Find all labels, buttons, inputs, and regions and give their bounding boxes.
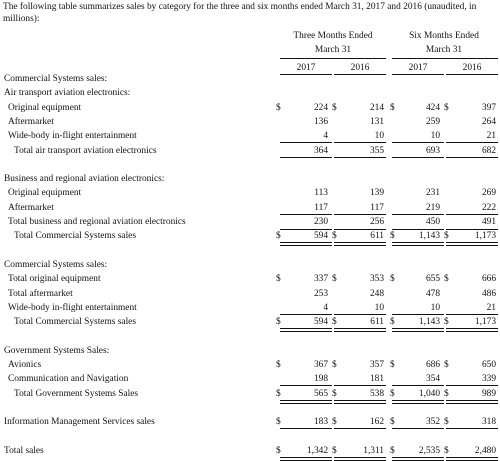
table-cell: 162 (369, 417, 384, 428)
table-cell: 655 (425, 274, 440, 285)
table-cell: 21 (486, 302, 496, 313)
table-cell: 666 (481, 274, 496, 285)
table-cell: 367 (313, 360, 328, 370)
dollar-sign: $ (444, 231, 449, 242)
table-cell: 594 (313, 317, 328, 328)
table-cell: 219 (425, 202, 440, 213)
dollar-sign: $ (390, 231, 395, 242)
table-cell: 357 (369, 360, 384, 370)
header-year-1: 2017 (296, 63, 316, 73)
double-underline (392, 457, 444, 461)
dollar-sign: $ (276, 102, 281, 113)
table-cell: 113 (314, 188, 328, 199)
table-row (0, 215, 500, 229)
table-cell: 594 (313, 231, 328, 242)
table-cell: 1,040 (418, 388, 440, 399)
row-label: Information Management Services sales (4, 417, 155, 428)
dollar-sign: $ (444, 274, 449, 285)
table-cell: 318 (481, 417, 496, 428)
table-cell: 214 (369, 102, 384, 113)
header-rule-three (280, 58, 386, 59)
table-row (0, 287, 500, 301)
single-underline (392, 229, 444, 230)
dollar-sign: $ (332, 445, 337, 456)
single-underline (334, 229, 386, 230)
table-cell: 1,173 (474, 231, 496, 242)
table-cell: 248 (369, 288, 384, 299)
table-cell: 259 (425, 116, 440, 127)
header-march-31-six: March 31 (425, 45, 463, 55)
table-cell: 139 (369, 188, 384, 199)
table-cell: 650 (481, 360, 496, 370)
table-cell: 1,173 (474, 317, 496, 328)
row-label: Wide-body in-flight entertainment (8, 302, 137, 313)
table-row (0, 301, 500, 315)
table-cell: 693 (425, 145, 440, 156)
table-cell: 2,535 (418, 445, 440, 456)
table-row (0, 86, 500, 100)
row-label: Total original equipment (8, 274, 101, 285)
table-cell: 352 (425, 417, 440, 428)
row-label: Total Commercial Systems sales (14, 231, 136, 242)
table-cell: 181 (369, 374, 384, 385)
table-cell: 538 (369, 388, 384, 399)
table-cell: 491 (481, 217, 496, 227)
table-spacer-row (0, 329, 500, 343)
dollar-sign: $ (390, 102, 395, 113)
table-spacer-row (0, 430, 500, 444)
header-year-2: 2016 (350, 63, 370, 73)
double-underline (446, 457, 498, 461)
row-label: Aftermarket (8, 116, 54, 127)
row-label: Commercial Systems sales: (4, 74, 108, 84)
table-cell: 686 (425, 360, 440, 370)
dollar-sign: $ (276, 388, 281, 399)
row-label: Aftermarket (8, 202, 54, 213)
dollar-sign: $ (390, 445, 395, 456)
table-cell: 183 (313, 417, 328, 428)
table-row (0, 101, 500, 115)
dollar-sign: $ (276, 360, 281, 370)
dollar-sign: $ (276, 317, 281, 328)
table-row (0, 172, 500, 186)
table-row (0, 201, 500, 215)
row-label: Total Commercial Systems sales (14, 317, 136, 328)
row-label: Commercial Systems sales: (4, 259, 108, 270)
table-cell: 21 (486, 131, 496, 142)
table-row (0, 372, 500, 386)
table-cell: 1,143 (418, 231, 440, 242)
row-label: Avionics (8, 360, 42, 370)
table-cell: 478 (425, 288, 440, 299)
dollar-sign: $ (332, 317, 337, 328)
row-label: Original equipment (8, 102, 82, 113)
table-cell: 10 (374, 302, 384, 313)
row-label: Business and regional aviation electronics: (4, 174, 165, 185)
table-row (0, 129, 500, 143)
table-cell: 269 (481, 188, 496, 199)
row-label: Wide-body in-flight entertainment (8, 131, 137, 142)
table-spacer-row (0, 401, 500, 415)
table-cell: 565 (313, 388, 328, 399)
dollar-sign: $ (332, 417, 337, 428)
row-label: Total Government Systems Sales (14, 388, 139, 399)
table-cell: 486 (481, 288, 496, 299)
dollar-sign: $ (332, 274, 337, 285)
table-cell: 1,311 (363, 445, 384, 456)
table-row (0, 415, 500, 429)
table-cell: 1,342 (306, 445, 328, 456)
table-row (0, 229, 500, 243)
dollar-sign: $ (444, 417, 449, 428)
table-cell: 117 (370, 202, 384, 213)
table-row (0, 344, 500, 358)
table-cell: 10 (374, 131, 384, 142)
table-row (0, 272, 500, 286)
table-cell: 231 (425, 188, 440, 199)
table-cell: 264 (481, 116, 496, 127)
table-row (0, 387, 500, 401)
row-label: Total business and regional aviation electronics (8, 217, 186, 227)
table-row (0, 444, 500, 458)
table-cell: 355 (369, 145, 384, 156)
dollar-sign: $ (276, 274, 281, 285)
table-row (0, 144, 500, 158)
dollar-sign: $ (390, 417, 395, 428)
single-underline (280, 229, 332, 230)
dollar-sign: $ (444, 445, 449, 456)
table-cell: 611 (370, 317, 384, 328)
dollar-sign: $ (390, 360, 395, 370)
table-row (0, 186, 500, 200)
dollar-sign: $ (332, 102, 337, 113)
table-cell: 1,143 (418, 317, 440, 328)
table-cell: 364 (313, 145, 328, 156)
row-label: Total sales (4, 445, 44, 456)
header-year-4: 2016 (462, 63, 482, 73)
table-cell: 337 (313, 274, 328, 285)
dollar-sign: $ (332, 231, 337, 242)
table-cell: 230 (313, 217, 328, 227)
dollar-sign: $ (444, 360, 449, 370)
double-underline (334, 457, 386, 461)
table-cell: 198 (313, 374, 328, 385)
single-underline (446, 229, 498, 230)
row-label: Air transport aviation electronics: (4, 88, 131, 99)
row-label: Total air transport aviation electronics (14, 145, 157, 156)
table-cell: 2,480 (474, 445, 496, 456)
table-row (0, 115, 500, 129)
table-cell: 339 (481, 374, 496, 385)
dollar-sign: $ (390, 388, 395, 399)
header-rule-six (392, 58, 498, 59)
table-cell: 10 (430, 302, 440, 313)
dollar-sign: $ (444, 102, 449, 113)
table-cell: 253 (313, 288, 328, 299)
table-cell: 4 (323, 131, 328, 142)
table-spacer-row (0, 244, 500, 258)
dollar-sign: $ (444, 317, 449, 328)
table-spacer-row (0, 158, 500, 172)
table-cell: 450 (425, 217, 440, 227)
table-cell: 117 (314, 202, 328, 213)
header-three-months: Three Months Ended (293, 31, 373, 41)
row-label: Original equipment (8, 188, 82, 199)
table-row (0, 72, 500, 86)
dollar-sign: $ (390, 274, 395, 285)
dollar-sign: $ (332, 360, 337, 370)
table-cell: 682 (481, 145, 496, 156)
table-cell: 136 (313, 116, 328, 127)
dollar-sign: $ (390, 317, 395, 328)
table-cell: 353 (369, 274, 384, 285)
row-label: Government Systems Sales: (4, 345, 110, 356)
table-cell: 989 (481, 388, 496, 399)
dollar-sign: $ (276, 231, 281, 242)
header-year-3: 2017 (408, 63, 428, 73)
row-label: Total aftermarket (8, 288, 73, 299)
table-row (0, 258, 500, 272)
header-six-months: Six Months Ended (409, 31, 479, 41)
table-cell: 397 (481, 102, 496, 113)
dollar-sign: $ (332, 388, 337, 399)
table-cell: 10 (430, 131, 440, 142)
table-cell: 611 (370, 231, 384, 242)
table-cell: 354 (425, 374, 440, 385)
table-row (0, 358, 500, 372)
table-cell: 256 (369, 217, 384, 227)
table-cell: 131 (369, 116, 384, 127)
dollar-sign: $ (444, 388, 449, 399)
row-label: Communication and Navigation (8, 374, 129, 385)
table-cell: 222 (481, 202, 496, 213)
dollar-sign: $ (276, 417, 281, 428)
intro-paragraph: The following table summarizes sales by category for the three and six months ended March 31, 2017 and 2016 (unaudited, in millions): (3, 2, 477, 24)
table-cell: 424 (425, 102, 440, 113)
table-cell: 224 (313, 102, 328, 113)
table-row (0, 315, 500, 329)
header-march-31-three: March 31 (314, 45, 352, 55)
double-underline (280, 457, 332, 461)
dollar-sign: $ (276, 445, 281, 456)
table-cell: 4 (323, 302, 328, 313)
